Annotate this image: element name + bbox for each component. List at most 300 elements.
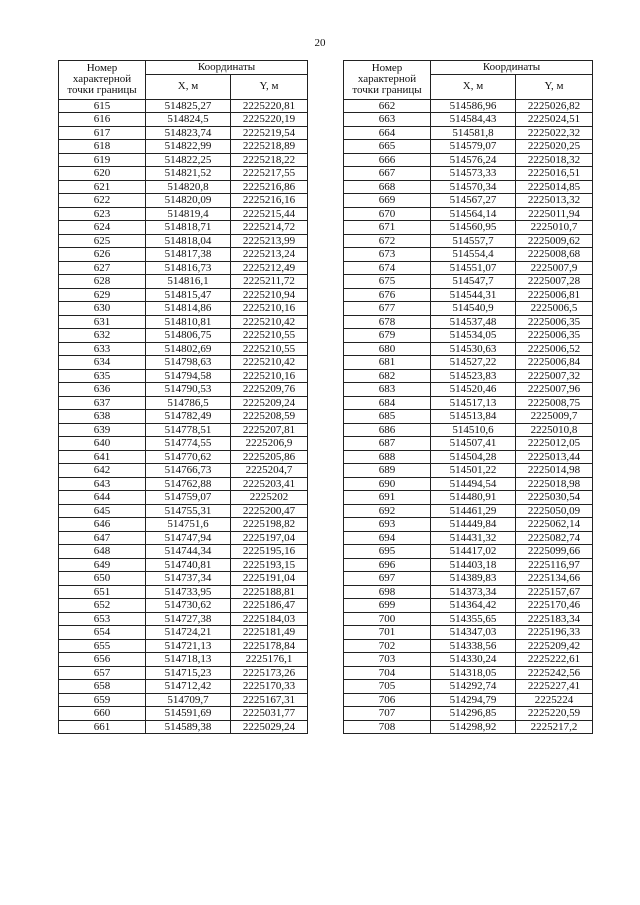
cell-x: 514815,47 (146, 288, 231, 302)
cell-y: 2225209,24 (231, 396, 308, 410)
table-row (344, 518, 593, 532)
table-row (344, 167, 593, 181)
cell-point-number: 661 (59, 720, 146, 734)
cell-x: 514825,27 (146, 99, 231, 113)
cell-point-number: 666 (344, 153, 431, 167)
cell-y: 2225183,34 (516, 612, 593, 626)
cell-point-number: 627 (59, 261, 146, 275)
cell-y: 2225031,77 (231, 707, 308, 721)
table-row (59, 194, 308, 208)
table-row (59, 369, 308, 383)
cell-point-number: 703 (344, 653, 431, 667)
cell-x: 514786,5 (146, 396, 231, 410)
table-row (59, 504, 308, 518)
cell-x: 514724,21 (146, 626, 231, 640)
cell-y: 2225220,81 (231, 99, 308, 113)
cell-y: 2225020,25 (516, 140, 593, 154)
cell-y: 2225006,5 (516, 302, 593, 316)
table-row (344, 126, 593, 140)
cell-y: 2225014,85 (516, 180, 593, 194)
table-row (344, 194, 593, 208)
cell-point-number: 669 (344, 194, 431, 208)
table-row (344, 585, 593, 599)
table-row (59, 450, 308, 464)
cell-y: 2225013,44 (516, 450, 593, 464)
table-row (344, 329, 593, 343)
cell-point-number: 642 (59, 464, 146, 478)
cell-y: 2225216,86 (231, 180, 308, 194)
cell-x: 514586,96 (431, 99, 516, 113)
table-row (59, 531, 308, 545)
cell-x: 514417,02 (431, 545, 516, 559)
cell-y: 2225018,98 (516, 477, 593, 491)
cell-x: 514782,49 (146, 410, 231, 424)
cell-point-number: 702 (344, 639, 431, 653)
cell-y: 2225018,32 (516, 153, 593, 167)
cell-y: 2225200,47 (231, 504, 308, 518)
cell-y: 2225209,76 (231, 383, 308, 397)
cell-point-number: 624 (59, 221, 146, 235)
cell-point-number: 667 (344, 167, 431, 181)
cell-point-number: 638 (59, 410, 146, 424)
cell-point-number: 683 (344, 383, 431, 397)
table-row (59, 558, 308, 572)
table-row (59, 396, 308, 410)
table-row (344, 410, 593, 424)
cell-y: 2225099,66 (516, 545, 593, 559)
cell-point-number: 623 (59, 207, 146, 221)
cell-y: 2225191,04 (231, 572, 308, 586)
cell-x: 514591,69 (146, 707, 231, 721)
cell-point-number: 691 (344, 491, 431, 505)
cell-point-number: 688 (344, 450, 431, 464)
cell-x: 514794,58 (146, 369, 231, 383)
cell-y: 2225181,49 (231, 626, 308, 640)
cell-y: 2225010,8 (516, 423, 593, 437)
table-row (59, 167, 308, 181)
cell-point-number: 647 (59, 531, 146, 545)
table-row (344, 315, 593, 329)
cell-x: 514296,85 (431, 707, 516, 721)
table-row (344, 113, 593, 127)
table-row (59, 437, 308, 451)
cell-y: 2225008,75 (516, 396, 593, 410)
header-point-number: Номер характерной точки границы (344, 61, 431, 100)
cell-point-number: 694 (344, 531, 431, 545)
cell-y: 2225207,81 (231, 423, 308, 437)
cell-x: 514567,27 (431, 194, 516, 208)
cell-y: 2225208,59 (231, 410, 308, 424)
cell-x: 514822,99 (146, 140, 231, 154)
header-point-number: Номер характерной точки границы (59, 61, 146, 100)
cell-y: 2225116,97 (516, 558, 593, 572)
cell-y: 2225013,32 (516, 194, 593, 208)
cell-y: 2225210,16 (231, 369, 308, 383)
cell-x: 514330,24 (431, 653, 516, 667)
cell-y: 2225214,72 (231, 221, 308, 235)
cell-y: 2225050,09 (516, 504, 593, 518)
cell-point-number: 698 (344, 585, 431, 599)
cell-point-number: 643 (59, 477, 146, 491)
cell-y: 2225202 (231, 491, 308, 505)
cell-x: 514523,83 (431, 369, 516, 383)
cell-point-number: 653 (59, 612, 146, 626)
table-row (59, 248, 308, 262)
cell-y: 2225203,41 (231, 477, 308, 491)
cell-y: 2225211,72 (231, 275, 308, 289)
cell-y: 2225195,16 (231, 545, 308, 559)
table-row (59, 275, 308, 289)
cell-y: 2225062,14 (516, 518, 593, 532)
table-row (344, 207, 593, 221)
cell-y: 2225217,55 (231, 167, 308, 181)
table-row (344, 693, 593, 707)
table-row (59, 207, 308, 221)
cell-y: 2225157,67 (516, 585, 593, 599)
cell-x: 514790,53 (146, 383, 231, 397)
cell-x: 514727,38 (146, 612, 231, 626)
header-coordinates: Координаты (431, 61, 593, 75)
cell-y: 2225014,98 (516, 464, 593, 478)
cell-point-number: 650 (59, 572, 146, 586)
cell-point-number: 665 (344, 140, 431, 154)
cell-point-number: 690 (344, 477, 431, 491)
table-row (344, 653, 593, 667)
cell-y: 2225022,32 (516, 126, 593, 140)
cell-point-number: 686 (344, 423, 431, 437)
cell-point-number: 701 (344, 626, 431, 640)
cell-x: 514818,04 (146, 234, 231, 248)
table-row (344, 221, 593, 235)
cell-point-number: 622 (59, 194, 146, 208)
cell-y: 2225206,9 (231, 437, 308, 451)
cell-y: 2225213,99 (231, 234, 308, 248)
table-body-right (344, 99, 593, 734)
cell-y: 2225011,94 (516, 207, 593, 221)
cell-y: 2225219,54 (231, 126, 308, 140)
table-row (59, 410, 308, 424)
cell-point-number: 679 (344, 329, 431, 343)
cell-x: 514584,43 (431, 113, 516, 127)
cell-x: 514461,29 (431, 504, 516, 518)
cell-point-number: 615 (59, 99, 146, 113)
cell-y: 2225007,28 (516, 275, 593, 289)
cell-point-number: 657 (59, 666, 146, 680)
table-row (344, 275, 593, 289)
table-row (59, 329, 308, 343)
cell-y: 2225210,42 (231, 356, 308, 370)
table-row (344, 464, 593, 478)
table-row (344, 666, 593, 680)
table-row (59, 288, 308, 302)
cell-x: 514480,91 (431, 491, 516, 505)
cell-point-number: 658 (59, 680, 146, 694)
cell-y: 2225210,55 (231, 329, 308, 343)
table-row (344, 140, 593, 154)
cell-x: 514770,62 (146, 450, 231, 464)
coordinates-table-right (343, 60, 593, 734)
cell-x: 514730,62 (146, 599, 231, 613)
cell-point-number: 617 (59, 126, 146, 140)
table-row (344, 234, 593, 248)
cell-x: 514501,22 (431, 464, 516, 478)
table-row (59, 545, 308, 559)
cell-x: 514355,65 (431, 612, 516, 626)
table-row (344, 383, 593, 397)
table-row (344, 356, 593, 370)
cell-y: 2225216,16 (231, 194, 308, 208)
cell-y: 2225006,52 (516, 342, 593, 356)
cell-point-number: 646 (59, 518, 146, 532)
cell-y: 2225205,86 (231, 450, 308, 464)
cell-x: 514759,07 (146, 491, 231, 505)
table-row (344, 680, 593, 694)
cell-point-number: 654 (59, 626, 146, 640)
table-row (59, 342, 308, 356)
cell-point-number: 673 (344, 248, 431, 262)
cell-x: 514292,74 (431, 680, 516, 694)
cell-x: 514540,9 (431, 302, 516, 316)
cell-point-number: 630 (59, 302, 146, 316)
cell-y: 2225197,04 (231, 531, 308, 545)
cell-point-number: 707 (344, 707, 431, 721)
cell-y: 2225029,24 (231, 720, 308, 734)
cell-point-number: 632 (59, 329, 146, 343)
cell-point-number: 616 (59, 113, 146, 127)
cell-x: 514814,86 (146, 302, 231, 316)
cell-x: 514747,94 (146, 531, 231, 545)
cell-x: 514570,34 (431, 180, 516, 194)
table-row (59, 599, 308, 613)
cell-x: 514576,24 (431, 153, 516, 167)
cell-x: 514820,8 (146, 180, 231, 194)
cell-x: 514755,31 (146, 504, 231, 518)
table-row (59, 639, 308, 653)
table-row (59, 113, 308, 127)
table-row (59, 585, 308, 599)
table-row (344, 302, 593, 316)
cell-y: 2225210,55 (231, 342, 308, 356)
cell-x: 514510,6 (431, 423, 516, 437)
cell-point-number: 692 (344, 504, 431, 518)
cell-x: 514798,63 (146, 356, 231, 370)
table-row (59, 477, 308, 491)
cell-point-number: 660 (59, 707, 146, 721)
cell-y: 2225006,81 (516, 288, 593, 302)
cell-x: 514581,8 (431, 126, 516, 140)
cell-y: 2225007,9 (516, 261, 593, 275)
table-row (59, 720, 308, 734)
table-row (344, 99, 593, 113)
cell-point-number: 677 (344, 302, 431, 316)
cell-y: 2225222,61 (516, 653, 593, 667)
cell-point-number: 668 (344, 180, 431, 194)
cell-x: 514740,81 (146, 558, 231, 572)
cell-y: 2225242,56 (516, 666, 593, 680)
cell-x: 514810,81 (146, 315, 231, 329)
header-x: X, м (146, 74, 231, 99)
cell-point-number: 697 (344, 572, 431, 586)
cell-y: 2225012,05 (516, 437, 593, 451)
table-row (59, 572, 308, 586)
cell-point-number: 640 (59, 437, 146, 451)
cell-point-number: 636 (59, 383, 146, 397)
cell-x: 514564,14 (431, 207, 516, 221)
cell-x: 514744,34 (146, 545, 231, 559)
cell-point-number: 663 (344, 113, 431, 127)
cell-point-number: 675 (344, 275, 431, 289)
header-y: Y, м (516, 74, 593, 99)
cell-y: 2225204,7 (231, 464, 308, 478)
cell-x: 514364,42 (431, 599, 516, 613)
cell-point-number: 664 (344, 126, 431, 140)
cell-point-number: 641 (59, 450, 146, 464)
cell-y: 2225006,35 (516, 329, 593, 343)
cell-x: 514298,92 (431, 720, 516, 734)
cell-x: 514507,41 (431, 437, 516, 451)
cell-x: 514737,34 (146, 572, 231, 586)
cell-x: 514816,1 (146, 275, 231, 289)
cell-x: 514544,31 (431, 288, 516, 302)
cell-point-number: 619 (59, 153, 146, 167)
cell-x: 514517,13 (431, 396, 516, 410)
cell-x: 514347,03 (431, 626, 516, 640)
cell-point-number: 655 (59, 639, 146, 653)
header-coordinates: Координаты (146, 61, 308, 75)
cell-y: 2225186,47 (231, 599, 308, 613)
cell-point-number: 631 (59, 315, 146, 329)
cell-point-number: 639 (59, 423, 146, 437)
cell-x: 514547,7 (431, 275, 516, 289)
header-y: Y, м (231, 74, 308, 99)
cell-point-number: 705 (344, 680, 431, 694)
cell-x: 514494,54 (431, 477, 516, 491)
cell-x: 514824,5 (146, 113, 231, 127)
table-row (344, 288, 593, 302)
cell-y: 2225008,68 (516, 248, 593, 262)
cell-y: 2225217,2 (516, 720, 593, 734)
cell-point-number: 628 (59, 275, 146, 289)
cell-y: 2225026,82 (516, 99, 593, 113)
cell-point-number: 625 (59, 234, 146, 248)
cell-y: 2225030,54 (516, 491, 593, 505)
table-row (344, 437, 593, 451)
cell-x: 514431,32 (431, 531, 516, 545)
cell-x: 514527,22 (431, 356, 516, 370)
cell-x: 514823,74 (146, 126, 231, 140)
cell-y: 2225213,24 (231, 248, 308, 262)
cell-y: 2225220,59 (516, 707, 593, 721)
cell-y: 2225176,1 (231, 653, 308, 667)
cell-point-number: 685 (344, 410, 431, 424)
table-row (344, 477, 593, 491)
table-row (59, 383, 308, 397)
cell-y: 2225170,33 (231, 680, 308, 694)
cell-y: 2225196,33 (516, 626, 593, 640)
table-row (59, 221, 308, 235)
cell-point-number: 634 (59, 356, 146, 370)
cell-x: 514551,07 (431, 261, 516, 275)
cell-x: 514709,7 (146, 693, 231, 707)
cell-y: 2225178,84 (231, 639, 308, 653)
header-x: X, м (431, 74, 516, 99)
cell-x: 514338,56 (431, 639, 516, 653)
cell-y: 2225210,42 (231, 315, 308, 329)
table-row (59, 140, 308, 154)
cell-x: 514513,84 (431, 410, 516, 424)
cell-x: 514373,34 (431, 585, 516, 599)
cell-point-number: 644 (59, 491, 146, 505)
cell-point-number: 672 (344, 234, 431, 248)
cell-point-number: 671 (344, 221, 431, 235)
cell-y: 2225016,51 (516, 167, 593, 181)
cell-x: 514820,09 (146, 194, 231, 208)
cell-point-number: 656 (59, 653, 146, 667)
table-row (59, 261, 308, 275)
table-row (344, 558, 593, 572)
cell-x: 514822,25 (146, 153, 231, 167)
table-row (59, 653, 308, 667)
cell-x: 514751,6 (146, 518, 231, 532)
cell-y: 2225220,19 (231, 113, 308, 127)
table-row (344, 612, 593, 626)
cell-point-number: 618 (59, 140, 146, 154)
cell-x: 514557,7 (431, 234, 516, 248)
cell-y: 2225215,44 (231, 207, 308, 221)
table-row (59, 153, 308, 167)
table-row (344, 545, 593, 559)
cell-point-number: 676 (344, 288, 431, 302)
cell-point-number: 680 (344, 342, 431, 356)
cell-x: 514715,23 (146, 666, 231, 680)
table-row (59, 126, 308, 140)
table-row (344, 491, 593, 505)
cell-y: 2225193,15 (231, 558, 308, 572)
cell-x: 514806,75 (146, 329, 231, 343)
cell-x: 514766,73 (146, 464, 231, 478)
cell-x: 514774,55 (146, 437, 231, 451)
cell-x: 514721,13 (146, 639, 231, 653)
cell-x: 514818,71 (146, 221, 231, 235)
cell-x: 514554,4 (431, 248, 516, 262)
cell-x: 514530,63 (431, 342, 516, 356)
cell-point-number: 708 (344, 720, 431, 734)
cell-y: 2225224 (516, 693, 593, 707)
cell-y: 2225134,66 (516, 572, 593, 586)
cell-x: 514560,95 (431, 221, 516, 235)
cell-y: 2225210,94 (231, 288, 308, 302)
cell-point-number: 648 (59, 545, 146, 559)
cell-x: 514778,51 (146, 423, 231, 437)
table-row (344, 369, 593, 383)
table-row (344, 153, 593, 167)
cell-y: 2225024,51 (516, 113, 593, 127)
cell-x: 514389,83 (431, 572, 516, 586)
cell-point-number: 699 (344, 599, 431, 613)
cell-x: 514520,46 (431, 383, 516, 397)
cell-point-number: 682 (344, 369, 431, 383)
cell-x: 514534,05 (431, 329, 516, 343)
table-row (59, 707, 308, 721)
table-row (59, 180, 308, 194)
cell-point-number: 681 (344, 356, 431, 370)
table-row (344, 504, 593, 518)
cell-y: 2225009,62 (516, 234, 593, 248)
table-row (344, 639, 593, 653)
cell-point-number: 651 (59, 585, 146, 599)
cell-y: 2225212,49 (231, 261, 308, 275)
cell-y: 2225209,42 (516, 639, 593, 653)
